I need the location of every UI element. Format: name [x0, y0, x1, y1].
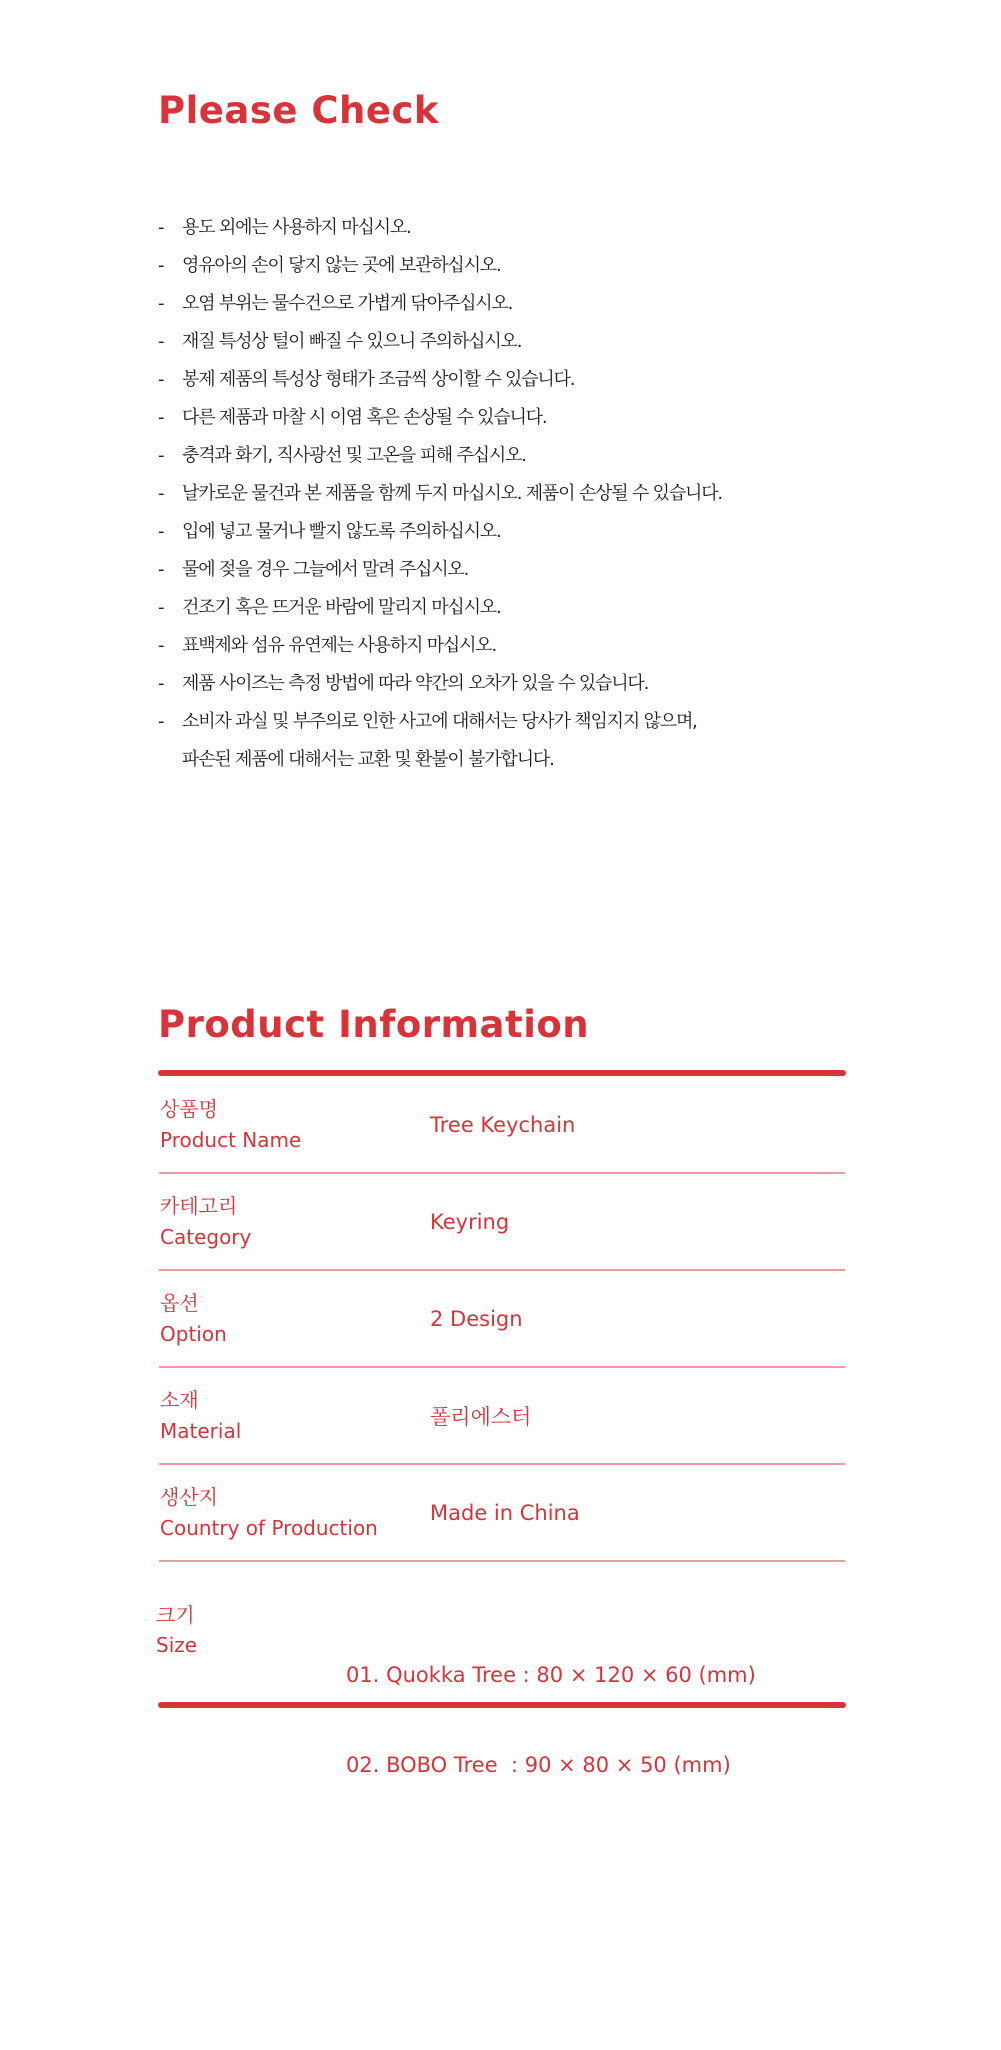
- size-value-line: 01. Quokka Tree : 80 × 120 × 60 (mm): [346, 1663, 756, 1687]
- info-row-size: [156, 1600, 846, 1777]
- care-instruction-continuation: [158, 741, 898, 779]
- info-label: [160, 1368, 241, 1464]
- info-label-english: Category: [160, 1225, 252, 1249]
- info-label: [160, 1174, 251, 1270]
- info-row-material: [159, 1368, 845, 1464]
- info-row-category: [159, 1174, 845, 1270]
- bullet-dash: -: [158, 521, 164, 542]
- info-label-korean: 상품명: [160, 1097, 218, 1121]
- care-instruction-text: 물에 젖을 경우 그늘에서 말려 주십시오.: [182, 559, 469, 580]
- care-instruction-item: [158, 209, 898, 247]
- info-row-country-of-production: [159, 1465, 845, 1561]
- care-instruction-item: [158, 323, 898, 361]
- bullet-dash: -: [158, 597, 164, 618]
- care-instruction-text: 날카로운 물건과 본 제품을 함께 두지 마십시오. 제품이 손상될 수 있습니다.: [182, 483, 722, 504]
- care-instruction-item: [158, 475, 898, 513]
- info-label: [160, 1465, 378, 1561]
- care-instruction-text: 표백제와 섬유 유연제는 사용하지 마십시오.: [182, 635, 496, 656]
- info-label: [156, 1600, 197, 1660]
- care-instruction-text: 오염 부위는 물수건으로 가볍게 닦아주십시오.: [182, 293, 513, 314]
- bullet-dash: -: [158, 331, 164, 352]
- info-label-english: Country of Production: [160, 1516, 378, 1540]
- care-instruction-text: 영유아의 손이 닿지 않는 곳에 보관하십시오.: [182, 255, 501, 276]
- care-instruction-item: [158, 247, 898, 285]
- top-thick-divider: [158, 1070, 846, 1076]
- bottom-thick-divider: [158, 1702, 846, 1708]
- size-values: [346, 1600, 756, 1840]
- care-instruction-item: [158, 399, 898, 437]
- care-instruction-item: [158, 627, 898, 665]
- care-instruction-text: 용도 외에는 사용하지 마십시오.: [182, 217, 411, 238]
- info-label-korean: 소재: [160, 1388, 199, 1412]
- bullet-dash: -: [158, 217, 164, 238]
- care-instruction-text: 재질 특성상 털이 빠질 수 있으니 주의하십시오.: [182, 331, 522, 352]
- care-instruction-item: [158, 589, 898, 627]
- size-value-line: 02. BOBO Tree : 90 × 80 × 50 (mm): [346, 1753, 731, 1777]
- bullet-dash: -: [158, 635, 164, 656]
- care-instruction-text: 봉제 제품의 특성상 형태가 조금씩 상이할 수 있습니다.: [182, 369, 575, 390]
- bullet-dash: -: [158, 293, 164, 314]
- care-instructions-list: [158, 209, 898, 779]
- info-value: Tree Keychain: [430, 1113, 576, 1137]
- info-value: 폴리에스터: [430, 1405, 532, 1429]
- info-label: [160, 1077, 301, 1173]
- info-label-korean: 옵션: [160, 1291, 199, 1315]
- info-label-korean: 생산지: [160, 1485, 218, 1509]
- info-label-english: Option: [160, 1322, 227, 1346]
- care-instruction-item: [158, 665, 898, 703]
- please-check-title: Please Check: [158, 89, 439, 132]
- info-label-korean: 카테고리: [160, 1194, 238, 1218]
- info-label-english: Size: [156, 1633, 198, 1657]
- bullet-dash: -: [158, 483, 164, 504]
- info-value: Keyring: [430, 1210, 510, 1234]
- care-instruction-text: 파손된 제품에 대해서는 교환 및 환불이 불가합니다.: [182, 749, 554, 770]
- care-instruction-item: [158, 513, 898, 551]
- care-instruction-item: [158, 551, 898, 589]
- info-value: Made in China: [430, 1501, 580, 1525]
- care-instruction-item: [158, 437, 898, 475]
- bullet-dash: -: [158, 369, 164, 390]
- care-instruction-text: 제품 사이즈는 측정 방법에 따라 약간의 오차가 있을 수 있습니다.: [182, 673, 649, 694]
- info-label: [160, 1271, 227, 1367]
- product-information-title: Product Information: [158, 1003, 590, 1046]
- care-instruction-text: 충격과 화기, 직사광선 및 고온을 피해 주십시오.: [182, 445, 526, 466]
- care-instruction-text: 입에 넣고 물거나 빨지 않도록 주의하십시오.: [182, 521, 501, 542]
- bullet-dash: -: [158, 559, 164, 580]
- care-instruction-text: 다른 제품과 마찰 시 이염 혹은 손상될 수 있습니다.: [182, 407, 547, 428]
- info-label-english: Product Name: [160, 1128, 302, 1152]
- info-label-english: Material: [160, 1419, 242, 1443]
- care-instruction-item: [158, 361, 898, 399]
- care-instruction-text: 소비자 과실 및 부주의로 인한 사고에 대해서는 당사가 책임지지 않으며,: [182, 711, 697, 732]
- row-divider: [159, 1560, 845, 1562]
- info-row-product-name: [159, 1077, 845, 1173]
- bullet-dash: -: [158, 445, 164, 466]
- info-label-korean: 크기: [156, 1603, 195, 1627]
- bullet-dash: -: [158, 711, 164, 732]
- bullet-dash: -: [158, 673, 164, 694]
- care-instruction-text: 건조기 혹은 뜨거운 바람에 말리지 마십시오.: [182, 597, 501, 618]
- care-instruction-item: [158, 703, 898, 741]
- care-instruction-item: [158, 285, 898, 323]
- bullet-dash: -: [158, 407, 164, 428]
- bullet-dash: -: [158, 255, 164, 276]
- info-value: 2 Design: [430, 1307, 523, 1331]
- info-row-option: [159, 1271, 845, 1367]
